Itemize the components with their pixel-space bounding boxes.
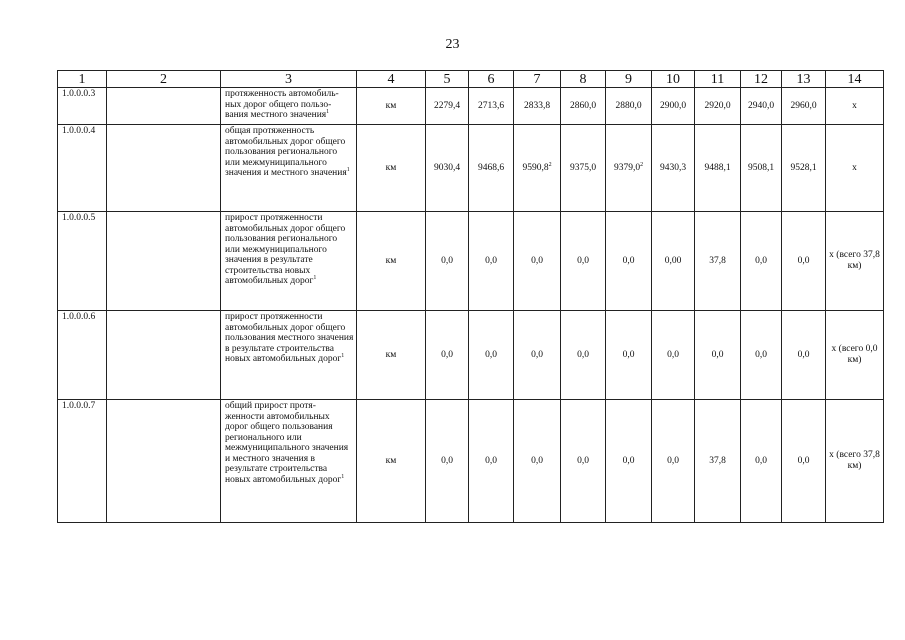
row-unit-cell <box>357 212 426 311</box>
row-value-cell-text: 2920,0 <box>704 100 731 111</box>
footnote-mark: 1 <box>346 166 350 173</box>
row-value-cell <box>652 125 695 212</box>
row-value-cell <box>561 311 606 400</box>
row-value-cell <box>514 125 561 212</box>
row-value-cell-text: 2880,0 <box>615 100 642 111</box>
row-code-cell <box>58 400 107 523</box>
row-value-cell <box>652 400 695 523</box>
row-value-cell-text: 0,00 <box>664 255 682 266</box>
column-header: 1 <box>58 71 107 88</box>
row-value-cell-text: 0,0 <box>441 255 453 266</box>
table-row <box>58 400 884 523</box>
row-value-cell-text: 0,0 <box>622 349 635 360</box>
row-value-cell-text: 0,0 <box>485 455 497 466</box>
row-value-cell <box>469 212 514 311</box>
row-description-cell-text: общая протяженность автомобильных дорог общего пользования регионального или межмуниципального значения и местного значения <box>225 126 347 178</box>
row-note-cell-text: х <box>852 162 857 173</box>
row-note-cell <box>826 400 884 523</box>
row-value-cell <box>741 400 782 523</box>
row-value-cell-text: 0,0 <box>755 455 767 466</box>
row-value-cell <box>561 88 606 125</box>
row-col2-cell <box>107 212 221 311</box>
row-value-cell-text: 37,8 <box>709 455 726 466</box>
row-description-cell-text: протяженность автомобиль-ных дорог общего пользо-вания местного значения <box>225 89 339 120</box>
row-unit-cell <box>357 125 426 212</box>
row-col2-cell <box>107 311 221 400</box>
row-description-cell <box>221 400 357 523</box>
row-value-cell <box>695 125 741 212</box>
row-value-cell-text: 37,8 <box>709 255 726 266</box>
row-value-cell <box>741 311 782 400</box>
row-description-cell <box>221 125 357 212</box>
row-col2-cell <box>107 400 221 523</box>
row-value-cell <box>561 400 606 523</box>
row-value-cell <box>561 125 606 212</box>
row-note-cell <box>826 88 884 125</box>
row-note-cell-text: х (всего 37,8 км) <box>829 250 880 271</box>
row-code-cell-text: 1.0.0.0.6 <box>62 312 96 322</box>
row-value-cell <box>652 88 695 125</box>
row-value-cell <box>695 212 741 311</box>
column-header: 10 <box>652 71 695 88</box>
row-value-cell-text: 0,0 <box>755 349 767 360</box>
row-note-cell-text: х (всего 0,0 км) <box>831 344 878 365</box>
row-value-cell <box>561 212 606 311</box>
row-value-cell-text: 9508,1 <box>747 162 775 173</box>
row-unit-cell <box>357 88 426 125</box>
row-value-cell <box>426 212 469 311</box>
column-header: 3 <box>221 71 357 88</box>
column-header: 7 <box>514 71 561 88</box>
row-value-cell <box>782 88 826 125</box>
row-value-cell <box>652 311 695 400</box>
row-value-cell-text: 9528,1 <box>790 162 817 173</box>
table-row <box>58 212 884 311</box>
row-value-cell <box>426 125 469 212</box>
row-description-cell-text: прирост протяженности автомобильных дорог общего пользования регионального или межмуниципального значения в результате строительства новых автомобильных дорог <box>225 213 346 286</box>
row-value-cell <box>782 311 826 400</box>
row-value-cell <box>606 88 652 125</box>
row-value-cell-text: 2713,6 <box>477 100 505 111</box>
row-value-cell <box>741 212 782 311</box>
column-header: 8 <box>561 71 606 88</box>
page-number: 23 <box>445 37 460 52</box>
row-value-cell-text: 0,0 <box>577 455 589 466</box>
row-value-cell-text: 2860,0 <box>569 100 597 111</box>
column-header: 13 <box>782 71 826 88</box>
row-value-cell <box>606 125 652 212</box>
row-value-cell <box>741 88 782 125</box>
row-value-cell-text: 0,0 <box>622 455 635 466</box>
row-unit-cell-text: км <box>385 455 397 466</box>
row-value-cell-text: 2960,0 <box>790 100 817 111</box>
row-code-cell <box>58 125 107 212</box>
row-value-cell <box>606 212 652 311</box>
row-col2-cell <box>107 125 221 212</box>
footnote-mark: 1 <box>313 274 317 281</box>
row-code-cell <box>58 212 107 311</box>
row-value-cell-text: 9430,3 <box>659 162 687 173</box>
table-row <box>58 311 884 400</box>
row-value-cell-text: 0,0 <box>622 255 635 266</box>
row-value-cell <box>741 125 782 212</box>
row-value-cell-text: 0,0 <box>797 255 810 266</box>
row-value-cell-text: 0,0 <box>485 255 497 266</box>
column-header: 6 <box>469 71 514 88</box>
row-value-cell-text: 0,0 <box>531 455 543 466</box>
row-value-cell-text: 0,0 <box>531 349 543 360</box>
column-header: 2 <box>107 71 221 88</box>
row-note-cell <box>826 311 884 400</box>
row-value-cell-text: 0,0 <box>441 349 453 360</box>
row-code-cell-text: 1.0.0.0.4 <box>62 126 96 136</box>
column-header: 9 <box>606 71 652 88</box>
row-value-cell <box>426 400 469 523</box>
row-col2-cell <box>107 88 221 125</box>
row-value-cell <box>514 311 561 400</box>
row-value-cell-text: 9590,8 <box>522 162 549 173</box>
column-header: 14 <box>826 71 884 88</box>
table-row <box>58 88 884 125</box>
row-value-cell-text: 9468,6 <box>477 162 505 173</box>
column-header: 4 <box>357 71 426 88</box>
row-code-cell-text: 1.0.0.0.5 <box>62 213 96 223</box>
row-value-cell-text: 0,0 <box>485 349 497 360</box>
row-note-cell-text: х <box>852 100 857 111</box>
row-value-cell <box>695 400 741 523</box>
row-unit-cell <box>357 311 426 400</box>
row-value-cell <box>606 311 652 400</box>
row-unit-cell <box>357 400 426 523</box>
row-value-cell-text: 0,0 <box>667 455 679 466</box>
row-note-cell <box>826 212 884 311</box>
row-value-cell <box>426 311 469 400</box>
footnote-mark: 1 <box>326 108 330 115</box>
footnote-mark: 2 <box>548 161 552 168</box>
row-value-cell-text: 2279,4 <box>433 100 461 111</box>
row-value-cell <box>514 212 561 311</box>
row-value-cell-text: 0,0 <box>797 349 810 360</box>
row-description-cell-text: общий прирост протя-женности автомобильных дорог общего пользования регионального или межмуниципального значения и местного значения в результате строительства новых автомобильных дорог <box>225 401 349 485</box>
row-description-cell <box>221 88 357 125</box>
row-code-cell <box>58 88 107 125</box>
row-code-cell-text: 1.0.0.0.3 <box>62 89 96 99</box>
row-value-cell <box>514 400 561 523</box>
row-value-cell-text: 2833,8 <box>523 100 551 111</box>
row-value-cell <box>652 212 695 311</box>
row-value-cell <box>514 88 561 125</box>
indicators-table <box>57 70 884 523</box>
row-description-cell <box>221 311 357 400</box>
row-value-cell <box>469 311 514 400</box>
row-value-cell <box>426 88 469 125</box>
row-value-cell-text: 0,0 <box>531 255 543 266</box>
row-description-cell-text: прирост протяженности автомобильных дорог общего пользования местного значения в результате строительства новых автомобильных дорог <box>225 312 354 364</box>
row-description-cell <box>221 212 357 311</box>
table-row <box>58 125 884 212</box>
row-value-cell <box>469 125 514 212</box>
row-value-cell <box>782 212 826 311</box>
row-code-cell <box>58 311 107 400</box>
footnote-mark: 1 <box>341 352 345 359</box>
row-value-cell <box>469 400 514 523</box>
row-value-cell <box>606 400 652 523</box>
row-value-cell-text: 0,0 <box>711 349 724 360</box>
row-unit-cell-text: км <box>385 255 397 266</box>
row-value-cell <box>782 125 826 212</box>
row-value-cell <box>469 88 514 125</box>
footnote-mark: 2 <box>640 161 644 168</box>
row-value-cell-text: 0,0 <box>667 349 679 360</box>
row-value-cell-text: 0,0 <box>797 455 810 466</box>
row-value-cell-text: 0,0 <box>577 255 589 266</box>
row-value-cell-text: 0,0 <box>577 349 589 360</box>
footnote-mark: 1 <box>341 473 345 480</box>
row-value-cell-text: 9488,1 <box>704 162 731 173</box>
row-unit-cell-text: км <box>385 100 397 111</box>
column-header: 12 <box>741 71 782 88</box>
row-value-cell-text: 9379,0 <box>613 162 641 173</box>
row-value-cell-text: 0,0 <box>755 255 767 266</box>
row-unit-cell-text: км <box>385 162 397 173</box>
row-note-cell <box>826 125 884 212</box>
row-note-cell-text: х (всего 37,8 км) <box>829 450 880 471</box>
row-code-cell-text: 1.0.0.0.7 <box>62 401 96 411</box>
row-value-cell-text: 0,0 <box>441 455 453 466</box>
row-value-cell-text: 2940,0 <box>747 100 775 111</box>
row-value-cell <box>695 88 741 125</box>
row-value-cell-text: 2900,0 <box>659 100 687 111</box>
row-value-cell-text: 9030,4 <box>433 162 461 173</box>
row-value-cell <box>782 400 826 523</box>
header-row <box>58 71 884 88</box>
column-header: 11 <box>695 71 741 88</box>
row-value-cell-text: 9375,0 <box>569 162 597 173</box>
row-unit-cell-text: км <box>385 349 397 360</box>
row-value-cell <box>695 311 741 400</box>
column-header: 5 <box>426 71 469 88</box>
